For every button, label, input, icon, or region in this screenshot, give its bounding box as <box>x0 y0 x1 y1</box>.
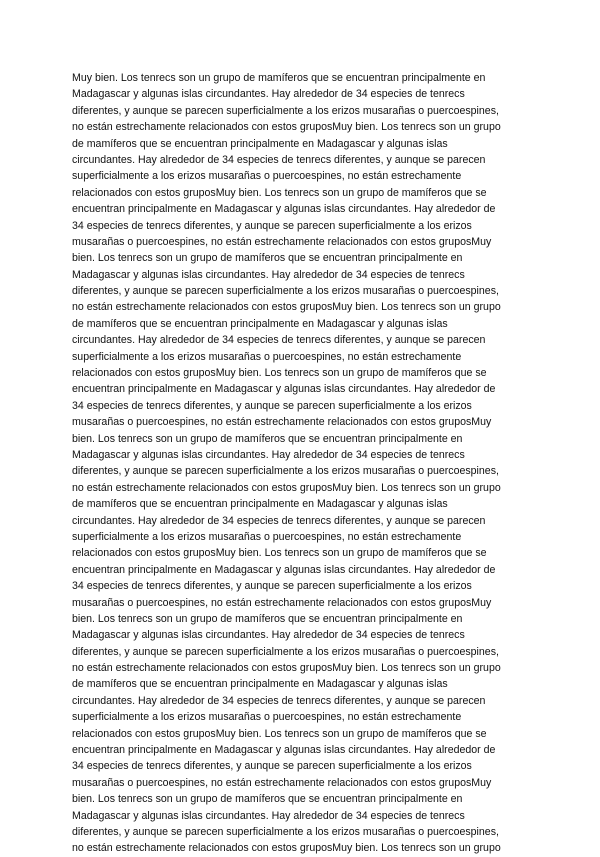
text-line: de mamíferos que se encuentran principalmente en Madagascar y algunas islas <box>72 498 448 511</box>
text-line: superficialmente a los erizos musarañas o puercoespines, no están estrechamente <box>72 350 462 363</box>
text-line: 34 especies de tenrecs diferentes, y aunque se parecen superficialmente a los erizos <box>72 580 472 593</box>
text-line: encuentran principalmente en Madagascar y algunas islas circundantes. Hay alrededor de <box>72 563 496 576</box>
text-line: no están estrechamente relacionados con estos gruposMuy bien. Los tenrecs son un grupo <box>72 301 501 314</box>
text-line: Madagascar y algunas islas circundantes. Hay alrededor de 34 especies de tenrecs <box>72 629 465 642</box>
text-line: de mamíferos que se encuentran principalmente en Madagascar y algunas islas <box>72 678 448 691</box>
text-line: diferentes, y aunque se parecen superficialmente a los erizos musarañas o puercoespines, <box>72 104 499 117</box>
text-line: superficialmente a los erizos musarañas o puercoespines, no están estrechamente <box>72 711 462 724</box>
text-line: musarañas o puercoespines, no están estrechamente relacionados con estos gruposMuy <box>72 596 492 609</box>
text-line: circundantes. Hay alrededor de 34 especies de tenrecs diferentes, y aunque se parecen <box>72 694 486 707</box>
text-line: relacionados con estos gruposMuy bien. Los tenrecs son un grupo de mamíferos que se <box>72 186 487 199</box>
text-line: diferentes, y aunque se parecen superficialmente a los erizos musarañas o puercoespines, <box>72 645 499 658</box>
text-line: 34 especies de tenrecs diferentes, y aunque se parecen superficialmente a los erizos <box>72 399 472 412</box>
text-line: encuentran principalmente en Madagascar y algunas islas circundantes. Hay alrededor de <box>72 744 496 757</box>
text-line: no están estrechamente relacionados con estos gruposMuy bien. Los tenrecs son un grupo <box>72 121 501 134</box>
text-line: no están estrechamente relacionados con estos gruposMuy bien. Los tenrecs son un grupo <box>72 842 501 855</box>
text-line: musarañas o puercoespines, no están estrechamente relacionados con estos gruposMuy <box>72 416 492 429</box>
text-line: circundantes. Hay alrededor de 34 especies de tenrecs diferentes, y aunque se parecen <box>72 514 486 527</box>
text-line: circundantes. Hay alrededor de 34 especies de tenrecs diferentes, y aunque se parecen <box>72 334 486 347</box>
text-line: bien. Los tenrecs son un grupo de mamíferos que se encuentran principalmente en <box>72 432 463 445</box>
text-line: superficialmente a los erizos musarañas o puercoespines, no están estrechamente <box>72 530 462 543</box>
text-line: bien. Los tenrecs son un grupo de mamíferos que se encuentran principalmente en <box>72 252 463 265</box>
text-line: Madagascar y algunas islas circundantes. Hay alrededor de 34 especies de tenrecs <box>72 268 465 281</box>
text-line: musarañas o puercoespines, no están estrechamente relacionados con estos gruposMuy <box>72 776 492 789</box>
text-line: bien. Los tenrecs son un grupo de mamíferos que se encuentran principalmente en <box>72 612 463 625</box>
text-line: Muy bien. Los tenrecs son un grupo de mamíferos que se encuentran principalmente en <box>72 72 486 84</box>
text-line: de mamíferos que se encuentran principalmente en Madagascar y algunas islas <box>72 317 448 330</box>
text-line: relacionados con estos gruposMuy bien. Los tenrecs son un grupo de mamíferos que se <box>72 367 487 380</box>
text-line: superficialmente a los erizos musarañas o puercoespines, no están estrechamente <box>72 170 462 183</box>
text-line: no están estrechamente relacionados con estos gruposMuy bien. Los tenrecs son un grupo <box>72 662 501 675</box>
text-line: diferentes, y aunque se parecen superficialmente a los erizos musarañas o puercoespines, <box>72 285 499 298</box>
text-line: 34 especies de tenrecs diferentes, y aunque se parecen superficialmente a los erizos <box>72 219 472 232</box>
text-line: 34 especies de tenrecs diferentes, y aunque se parecen superficialmente a los erizos <box>72 760 472 773</box>
text-line: Madagascar y algunas islas circundantes. Hay alrededor de 34 especies de tenrecs <box>72 448 465 461</box>
text-line: Madagascar y algunas islas circundantes. Hay alrededor de 34 especies de tenrecs <box>72 809 465 822</box>
body-text <box>72 70 530 857</box>
text-line: circundantes. Hay alrededor de 34 especies de tenrecs diferentes, y aunque se parecen <box>72 153 486 166</box>
text-line: de mamíferos que se encuentran principalmente en Madagascar y algunas islas <box>72 137 448 150</box>
text-line: musarañas o puercoespines, no están estrechamente relacionados con estos gruposMuy <box>72 235 492 248</box>
text-line: encuentran principalmente en Madagascar y algunas islas circundantes. Hay alrededor de <box>72 203 496 216</box>
text-line: diferentes, y aunque se parecen superficialmente a los erizos musarañas o puercoespines, <box>72 465 499 478</box>
text-line: bien. Los tenrecs son un grupo de mamíferos que se encuentran principalmente en <box>72 793 463 806</box>
text-line: encuentran principalmente en Madagascar y algunas islas circundantes. Hay alrededor de <box>72 383 496 396</box>
text-line: diferentes, y aunque se parecen superficialmente a los erizos musarañas o puercoespines, <box>72 825 499 838</box>
text-line: relacionados con estos gruposMuy bien. Los tenrecs son un grupo de mamíferos que se <box>72 727 487 740</box>
text-line: Madagascar y algunas islas circundantes. Hay alrededor de 34 especies de tenrecs <box>72 88 465 101</box>
text-line: no están estrechamente relacionados con estos gruposMuy bien. Los tenrecs son un grupo <box>72 481 501 494</box>
text-line: relacionados con estos gruposMuy bien. Los tenrecs son un grupo de mamíferos que se <box>72 547 487 560</box>
